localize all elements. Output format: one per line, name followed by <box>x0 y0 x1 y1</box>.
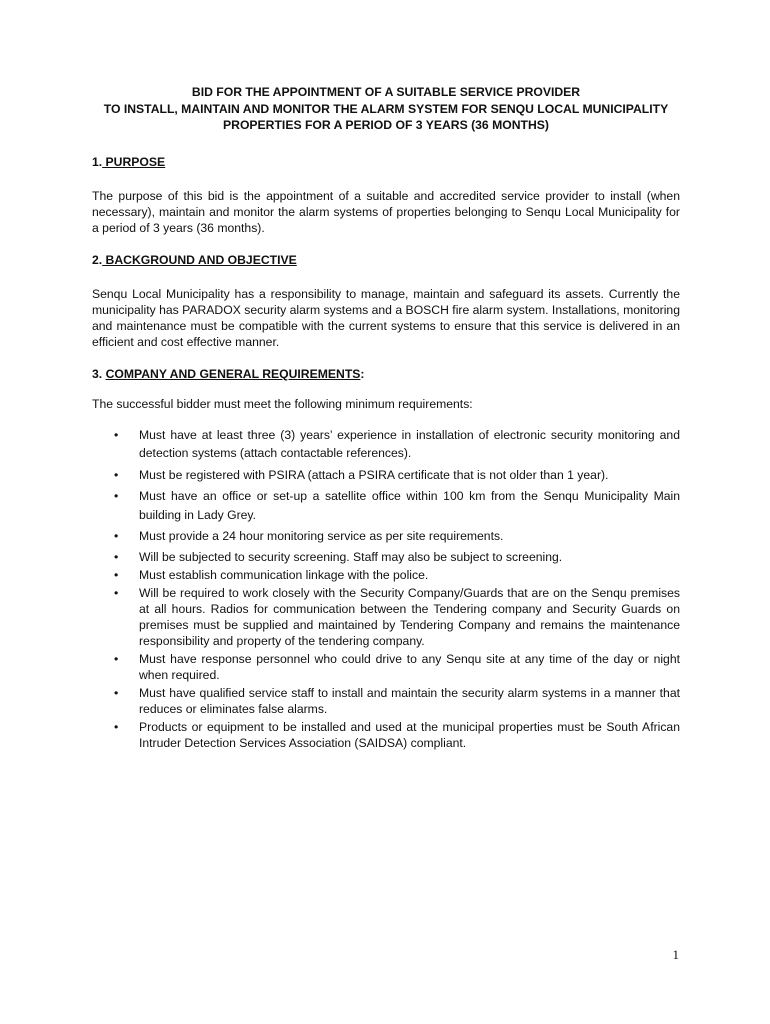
list-item-text: Must have an office or set-up a satellite office within 100 km from the Senqu Municipality Main building in Lady Grey. <box>139 489 680 522</box>
requirements-number: 3. <box>92 366 103 381</box>
requirements-list <box>92 426 680 751</box>
requirements-heading-text: COMPANY AND GENERAL REQUIREMENTS <box>105 366 361 381</box>
page-number: 1 <box>672 947 679 962</box>
bullet-icon: • <box>114 567 119 582</box>
list-item-text: Must have response personnel who could drive to any Senqu site at any time of the day or night when required. <box>139 651 680 682</box>
list-item <box>92 685 680 717</box>
bullet-icon: • <box>114 549 119 564</box>
purpose-number: 1. <box>92 154 103 169</box>
bullet-icon: • <box>114 467 119 482</box>
background-heading <box>92 252 680 268</box>
list-item <box>92 487 680 524</box>
list-item-text: Must have at least three (3) years’ experience in installation of electronic security monitoring and detection systems (attach contactable references). <box>139 427 680 460</box>
document-page <box>92 84 680 753</box>
list-item <box>92 426 680 463</box>
list-item-text: Will be required to work closely with the Security Company/Guards that are on the Senqu premises at all hours. Radios for communication between the Tendering company and Security Guards on premises must be supplied and maintained by Tendering Company and remains the maintenance responsibility and property of the tendering company. <box>139 585 680 648</box>
background-number: 2. <box>92 252 103 267</box>
requirements-heading-colon: : <box>360 366 365 381</box>
bullet-icon: • <box>114 489 119 503</box>
bullet-icon: • <box>114 427 119 442</box>
list-item <box>92 527 680 546</box>
bullet-icon: • <box>114 685 119 700</box>
list-item-text: Will be subjected to security screening. Staff may also be subject to screening. <box>139 549 563 564</box>
list-item-text: Must be registered with PSIRA (attach a PSIRA certificate that is not older than 1 year). <box>139 467 609 482</box>
list-item <box>92 585 680 649</box>
document-title <box>92 84 680 134</box>
title-line-3: PROPERTIES FOR A PERIOD OF 3 YEARS (36 MONTHS) <box>223 118 549 132</box>
purpose-heading <box>92 154 680 170</box>
title-line-2: TO INSTALL, MAINTAIN AND MONITOR THE ALARM SYSTEM FOR SENQU LOCAL MUNICIPALITY <box>103 101 669 116</box>
list-item <box>92 549 680 565</box>
title-line-1: BID FOR THE APPOINTMENT OF A SUITABLE SERVICE PROVIDER <box>191 85 581 99</box>
list-item <box>92 567 680 583</box>
bullet-icon: • <box>114 585 119 600</box>
list-item-text: Must establish communication linkage with the police. <box>139 567 429 582</box>
list-item <box>92 651 680 683</box>
bullet-icon: • <box>114 719 119 734</box>
background-heading-text: BACKGROUND AND OBJECTIVE <box>102 252 297 267</box>
bullet-icon: • <box>114 651 119 666</box>
list-item <box>92 719 680 751</box>
background-paragraph: Senqu Local Municipality has a responsibility to manage, maintain and safeguard its assets. Currently the municipality has PARADOX security alarm systems and a BOSCH fire alarm system. Installations, monitoring and maintenance must be compatible with the current systems to ensure that this service is delivered in an efficient and cost effective manner. <box>92 286 680 349</box>
list-item-text: Must have qualified service staff to install and maintain the security alarm systems in a manner that reduces or eliminates false alarms. <box>139 685 680 716</box>
purpose-paragraph: The purpose of this bid is the appointment of a suitable and accredited service provider to install (when necessary), maintain and monitor the alarm systems of properties belonging to Senqu Local Municipality for a period of 3 years (36 months). <box>92 188 680 235</box>
bullet-icon: • <box>114 529 119 543</box>
list-item <box>92 466 680 485</box>
purpose-heading-text: PURPOSE <box>102 154 166 169</box>
requirements-intro: The successful bidder must meet the following minimum requirements: <box>92 396 473 411</box>
list-item-text: Products or equipment to be installed and used at the municipal properties must be South African Intruder Detection Services Association (SAIDSA) compliant. <box>139 719 680 750</box>
requirements-heading <box>92 366 680 382</box>
list-item-text: Must provide a 24 hour monitoring service as per site requirements. <box>139 529 504 543</box>
